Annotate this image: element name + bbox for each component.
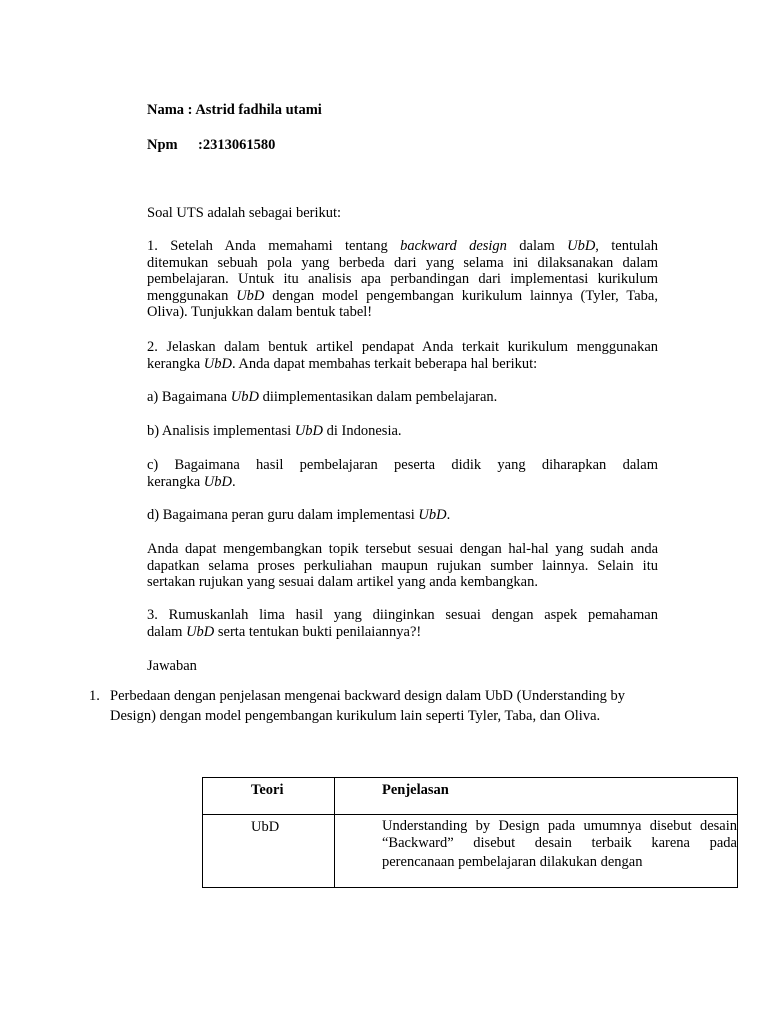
q1-term-ubd: UbD bbox=[236, 287, 265, 304]
item-a bbox=[147, 389, 497, 406]
develop-paragraph bbox=[147, 541, 658, 591]
table-header-row bbox=[203, 778, 738, 815]
q1-text: menggunakan bbox=[147, 287, 237, 304]
answer-1-line: Design) dengan model pengembangan kurikulum lain seperti Tyler, Taba, dan Oliva. bbox=[110, 708, 601, 724]
item-text: . bbox=[231, 473, 236, 490]
q1-text: dalam bbox=[506, 238, 568, 254]
npm-value: :2313061580 bbox=[198, 137, 276, 153]
table-header-penjelasan: Penjelasan bbox=[335, 778, 738, 815]
q1-line: ditemukan sebuah pola yang berbeda dari yang selama ini dilaksanakan dalam bbox=[147, 254, 658, 271]
q3-term-ubd: UbD bbox=[186, 623, 215, 640]
q3-text: serta tentukan bukti penilaiannya?! bbox=[214, 623, 422, 640]
item-text: b) Analisis implementasi bbox=[147, 423, 295, 439]
item-term-ubd: UbD bbox=[230, 389, 259, 405]
desc-line: “Backward” disebut desain terbaik karena pada bbox=[382, 835, 737, 851]
q1-text: 1. Setelah Anda memahami tentang bbox=[147, 238, 401, 254]
q1-line: Oliva). Tunjukkan dalam bentuk tabel! bbox=[147, 304, 373, 321]
q2-term-ubd: UbD bbox=[203, 355, 232, 372]
question-3 bbox=[147, 607, 658, 640]
item-text: diimplementasikan dalam pembelajaran. bbox=[258, 389, 498, 405]
table-row bbox=[203, 815, 738, 888]
q1-term-backward: backward design bbox=[400, 238, 507, 254]
item-text: d) Bagaimana peran guru dalam implementasi bbox=[147, 507, 419, 523]
item-term-ubd: UbD bbox=[418, 507, 447, 523]
item-d bbox=[147, 507, 450, 524]
q2-line: 2. Jelaskan dalam bentuk artikel pendapat Anda terkait kurikulum menggunakan bbox=[147, 339, 658, 355]
answer-1-line: Perbedaan dengan penjelasan mengenai backward design dalam UbD (Understanding by bbox=[110, 688, 625, 704]
desc-line: perencanaan pembelajaran dilakukan dengan bbox=[382, 854, 643, 870]
q3-line: 3. Rumuskanlah lima hasil yang diinginkan sesuai dengan aspek pemahaman bbox=[147, 607, 658, 623]
q3-text: dalam bbox=[147, 623, 187, 640]
item-term-ubd: UbD bbox=[203, 473, 232, 490]
desc-line: Understanding by Design pada umumnya disebut desain bbox=[382, 818, 737, 834]
exam-intro: Soal UTS adalah sebagai berikut: bbox=[147, 205, 342, 221]
develop-line: sertakan rujukan yang sesuai dalam artikel yang anda kembangkan. bbox=[147, 574, 538, 591]
item-text: kerangka bbox=[147, 473, 204, 490]
q1-text: dengan model pengembangan kurikulum lainnya (Tyler, Taba, bbox=[264, 287, 658, 304]
student-name: Nama : Astrid fadhila utami bbox=[147, 102, 322, 118]
item-text: . bbox=[446, 507, 451, 523]
item-text: di Indonesia. bbox=[323, 423, 402, 439]
item-c-line: c) Bagaimana hasil pembelajaran peserta didik yang diharapkan dalam bbox=[147, 457, 658, 473]
develop-line: dapatkan selama proses perkuliahan maupun rujukan sumber lainnya. Selain itu bbox=[147, 557, 658, 574]
item-text: a) Bagaimana bbox=[147, 389, 231, 405]
comparison-table bbox=[202, 777, 738, 888]
table-cell-penjelasan bbox=[335, 815, 738, 888]
q2-text: . Anda dapat membahas terkait beberapa hal berikut: bbox=[231, 355, 538, 372]
answer-1-number: 1. bbox=[89, 688, 100, 704]
item-c bbox=[147, 457, 658, 490]
question-2 bbox=[147, 339, 658, 372]
item-term-ubd: UbD bbox=[294, 423, 324, 439]
q2-text: kerangka bbox=[147, 355, 204, 372]
npm-label: Npm bbox=[147, 137, 178, 153]
item-b bbox=[147, 423, 402, 440]
q1-line: pembelajaran. Untuk itu analisis apa perbandingan dari implementasi kurikulum bbox=[147, 271, 658, 288]
answer-1 bbox=[110, 686, 670, 726]
table-cell-teori: UbD bbox=[203, 815, 335, 888]
q1-term-ubd: UbD bbox=[567, 238, 596, 254]
q1-text: , tentulah bbox=[595, 238, 658, 254]
answer-heading: Jawaban bbox=[147, 658, 197, 674]
question-1 bbox=[147, 238, 658, 321]
table-header-teori: Teori bbox=[203, 778, 335, 815]
develop-line: Anda dapat mengembangkan topik tersebut sesuai dengan hal-hal yang sudah anda bbox=[147, 541, 658, 557]
